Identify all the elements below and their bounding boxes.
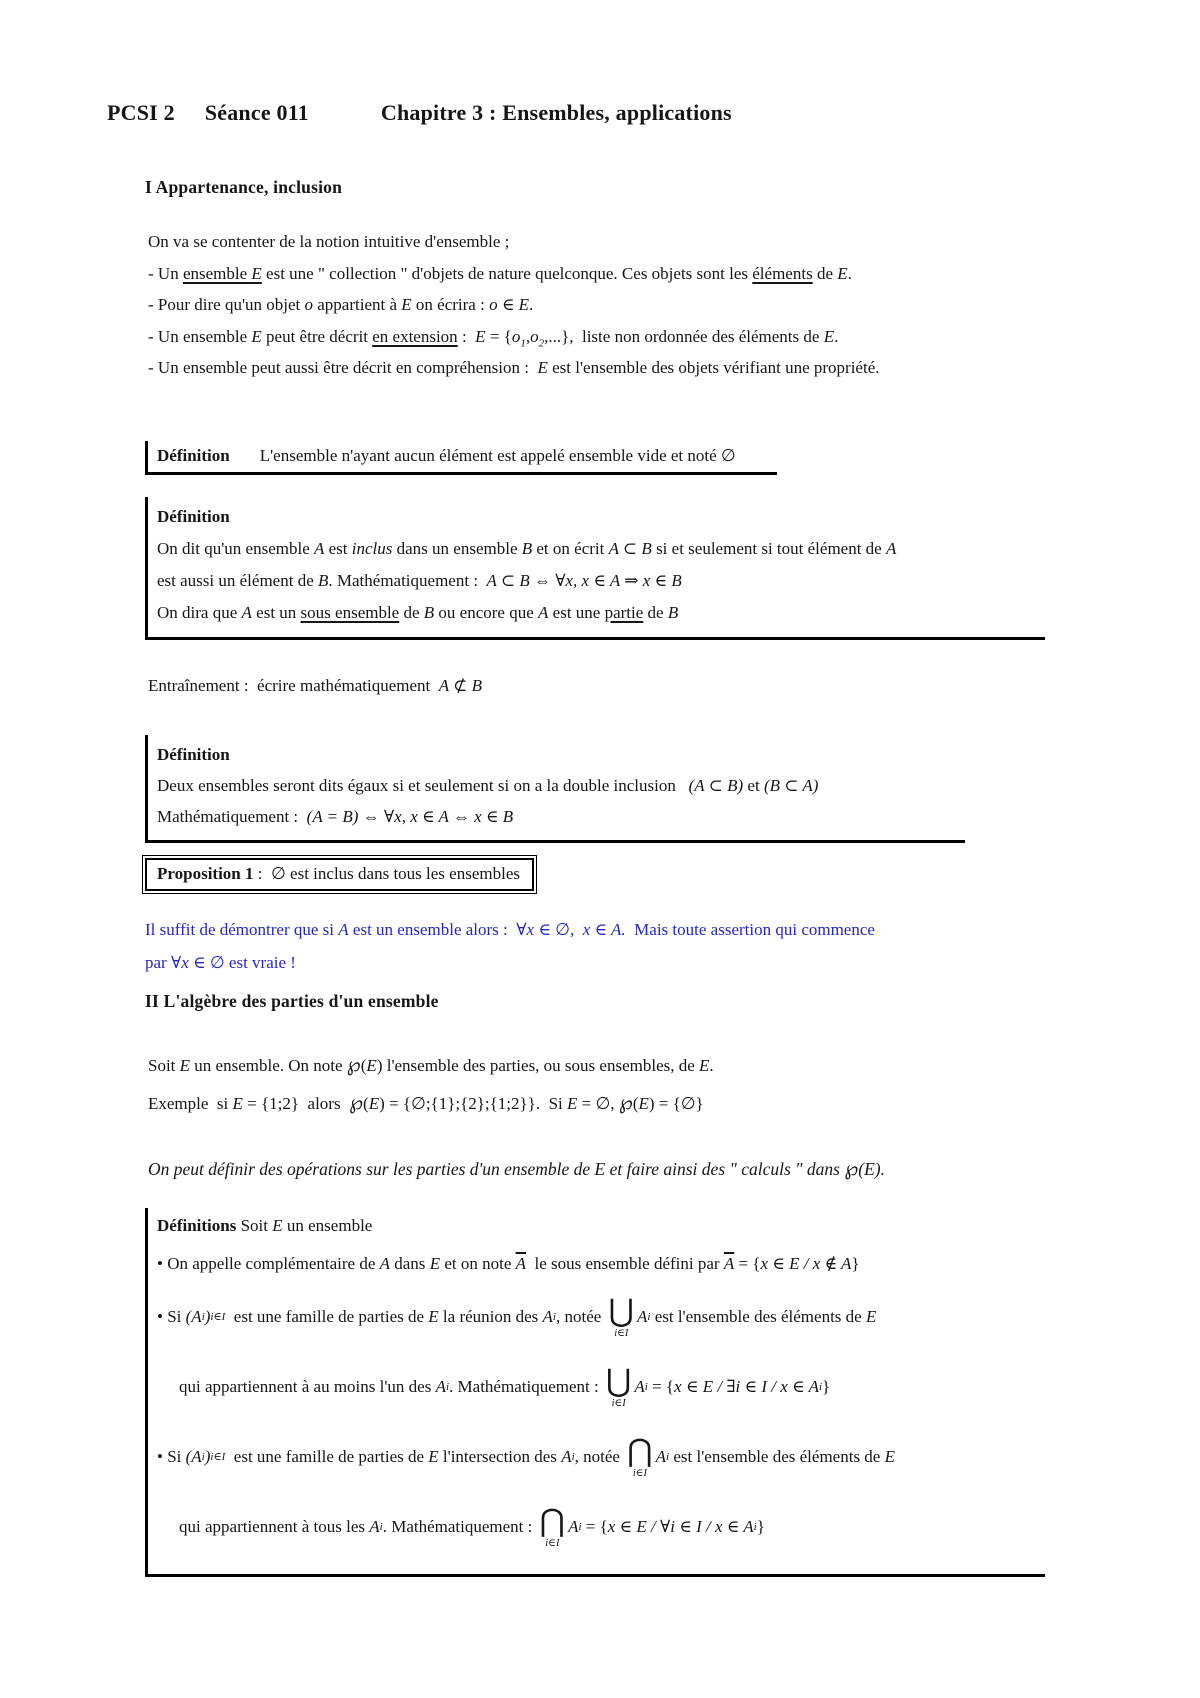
definition-box-equality — [145, 735, 965, 843]
definitions-label: Définitions — [157, 1216, 237, 1235]
proof-remark-blue — [145, 914, 1105, 979]
training-exercise: Entraînement : écrire mathématiquement A ⊄ B — [148, 676, 482, 695]
bullet-intersection-continuation: qui appartiennent à tous les A i . Mathématiquement : ⋂ i∈I A i = { x ∈ E / ∀i ∈ I / x ∈ A i } — [179, 1502, 765, 1549]
text-line: Exemple si E = {1;2} alors ℘(E) = {∅;{1};{2};{1;2}}. Si E = ∅, ℘(E) = {∅} — [148, 1090, 704, 1114]
text-line: - Un ensemble E peut être décrit en extension : $E = \{o_1,o_2,...\}$, liste non ordonnée des éléments de E. — [148, 326, 839, 350]
definitions-box-operations — [145, 1208, 1045, 1577]
text-line: On va se contenter de la notion intuitive d'ensemble ; — [148, 232, 510, 251]
text-line: Il suffit de démontrer que si A est un ensemble alors : ∀x ∈ ∅, x ∈ A. Mais toute assertion qui commence — [145, 920, 875, 939]
proposition-label: Proposition 1 — [157, 864, 254, 883]
course-label: PCSI 2 — [107, 100, 175, 125]
text-line: Mathématiquement : (A = B) ⇔ ∀x, x ∈ A ⇔ x ∈ B — [157, 807, 514, 826]
definition-box-empty-set — [145, 441, 777, 475]
session-label: Séance 011 — [204, 100, 309, 125]
text-line: par ∀x ∈ ∅ est vraie ! — [145, 952, 296, 972]
definitions-intro: Soit E un ensemble — [236, 1216, 373, 1235]
text-line: - Un ensemble E est une " collection " d'objets de nature quelconque. Ces objets sont les éléments de E. — [148, 263, 852, 283]
text-line: - Pour dire qu'un objet o appartient à E on écrira : o ∈ E. — [148, 295, 534, 315]
text-line: Soit E un ensemble. On note ℘(E) l'ensemble des parties, ou sous ensembles, de E. — [148, 1052, 714, 1076]
bullet-intersection: • Si (A i ) i∈I est une famille de parties de E l'intersection des A i , notée ⋂ i∈I A i est l'ensemble des éléments de E — [157, 1432, 895, 1479]
proposition-text: : ∅ est inclus dans tous les ensembles — [253, 864, 520, 883]
definition-box-inclusion — [145, 497, 1045, 640]
page-header — [107, 100, 732, 126]
bullet-union: • Si (A i ) i∈I est une famille de parties de E la réunion des A i , notée ⋃ i∈I A i est l'ensemble des éléments de E — [157, 1292, 877, 1339]
definition-label: Définition — [157, 446, 230, 465]
text-line: On dit qu'un ensemble A est inclus dans un ensemble B et on écrit A ⊂ B si et seulement si tout élément de A — [157, 539, 897, 558]
section-1-heading: I Appartenance, inclusion — [145, 177, 343, 197]
text-line: - Un ensemble peut aussi être décrit en compréhension : E est l'ensemble des objets vérifiant une propriété. — [148, 358, 880, 378]
definitions-label-line — [157, 1212, 1037, 1240]
parties-paragraph — [148, 1046, 1108, 1122]
text-line: On dira que A est un sous ensemble de B ou encore que A est une partie de B — [157, 603, 679, 622]
operations-note-italic: On peut définir des opérations sur les parties d'un ensemble de E et faire ainsi des " calculs " dans ℘(E). — [148, 1156, 886, 1180]
text-line: Deux ensembles seront dits égaux si et seulement si on a la double inclusion (A ⊂ B) et (B ⊂ A) — [157, 776, 819, 795]
bullet-union-continuation: qui appartiennent à au moins l'un des A i . Mathématiquement : ⋃ i∈I A i = { x ∈ E / ∃i ∈ I / x ∈ A i } — [179, 1362, 831, 1409]
definition-text: L'ensemble n'ayant aucun élément est appelé ensemble vide et noté ∅ — [259, 446, 736, 465]
definition-label: Définition — [157, 507, 230, 526]
definition-label: Définition — [157, 745, 230, 764]
section-2-heading: II L'algèbre des parties d'un ensemble — [145, 991, 439, 1011]
intro-paragraph — [148, 226, 1108, 384]
text-line: est aussi un élément de B. Mathématiquement : A ⊂ B ⇔ ∀x, x ∈ A ⇒ x ∈ B — [157, 571, 682, 590]
proposition-box — [145, 858, 534, 891]
chapter-title: Chapitre 3 : Ensembles, applications — [380, 100, 732, 125]
bullet-complement: • On appelle complémentaire de A dans E et on note $\overline{A}$ le sous ensemble défini par $\overline{A} = \{x$ ∈ E / x ∉ A} — [157, 1254, 860, 1273]
